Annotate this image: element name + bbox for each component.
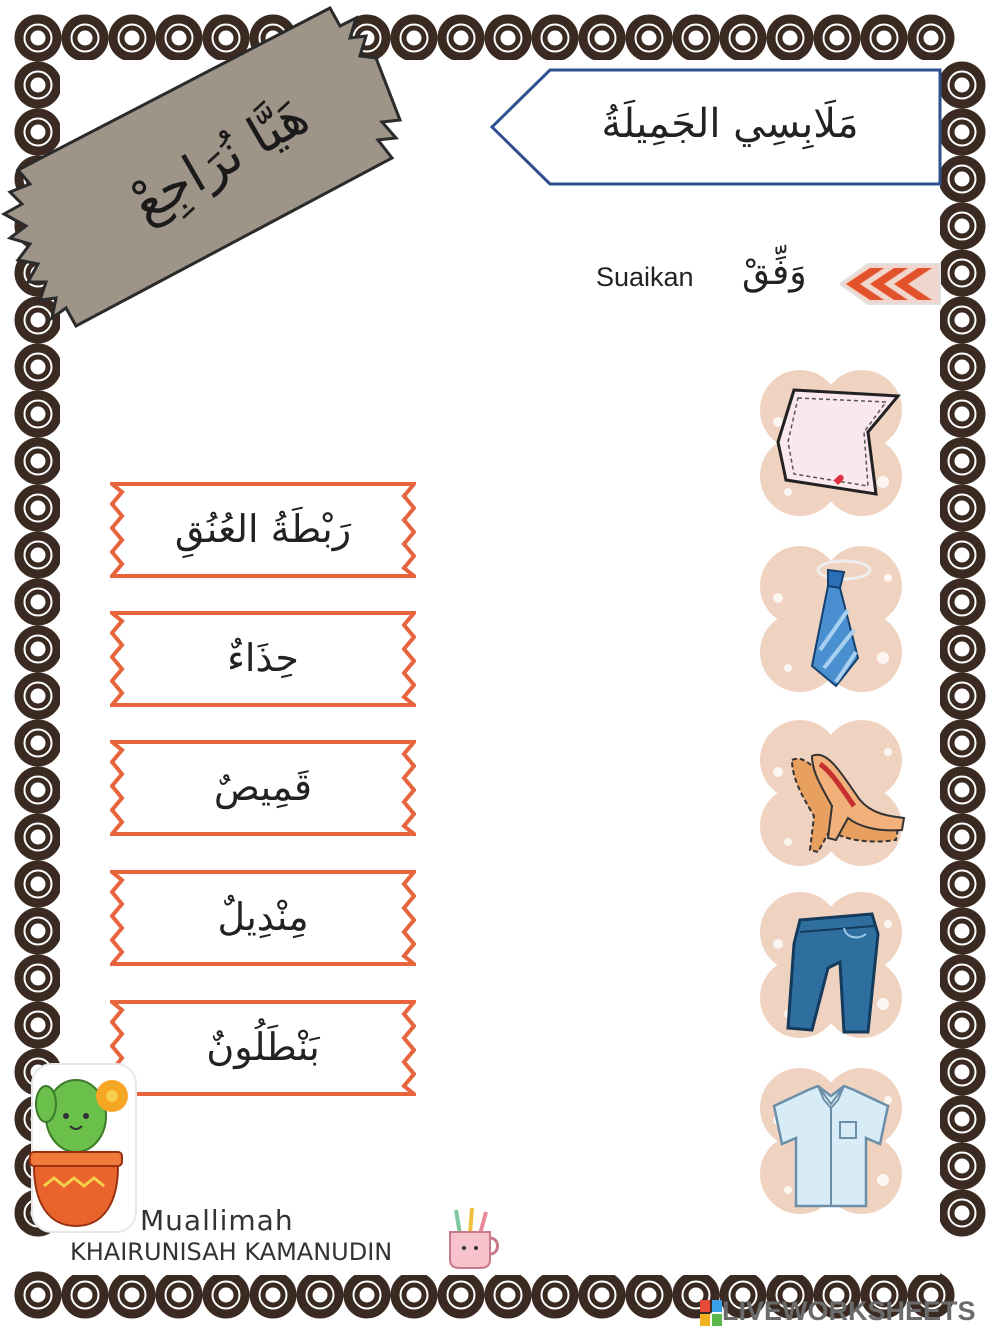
frame-scallop-inner <box>28 545 48 565</box>
frame-scallop-inner <box>592 1285 612 1305</box>
frame-scallop <box>489 1276 527 1314</box>
instruction-arabic: وَفِّقْ <box>742 252 807 293</box>
frame-scallop <box>912 19 950 57</box>
frame-scallop <box>442 19 480 57</box>
frame-scallop <box>943 301 981 339</box>
word-card-shoe[interactable] <box>110 609 416 707</box>
frame-scallop-inner <box>952 921 972 941</box>
frame-scallop-inner <box>28 592 48 612</box>
frame-scallop <box>943 1053 981 1091</box>
frame-scallop <box>113 1276 151 1314</box>
frame-scallop <box>536 1276 574 1314</box>
frame-scallop <box>160 1276 198 1314</box>
frame-scallop-inner <box>952 404 972 424</box>
frame-scallop <box>395 1276 433 1314</box>
frame-scallop <box>630 1276 668 1314</box>
frame-scallop-inner <box>952 310 972 330</box>
frame-scallop <box>677 19 715 57</box>
credit-line-1: Muallimah <box>140 1204 294 1237</box>
frame-scallop-inner <box>952 874 972 894</box>
frame-scallop <box>943 959 981 997</box>
frame-scallop-inner <box>952 827 972 847</box>
frame-scallop <box>19 583 57 621</box>
frame-scallop-inner <box>952 545 972 565</box>
frame-scallop-inner <box>310 1285 330 1305</box>
frame-scallop-inner <box>75 1285 95 1305</box>
frame-scallop-inner <box>28 921 48 941</box>
necktie-picture[interactable] <box>748 538 914 700</box>
frame-scallop <box>943 113 981 151</box>
frame-scallop-inner <box>28 357 48 377</box>
frame-scallop-inner <box>498 28 518 48</box>
frame-scallop <box>943 536 981 574</box>
frame-scallop-inner <box>733 28 753 48</box>
frame-scallop <box>19 912 57 950</box>
frame-scallop <box>943 160 981 198</box>
word-label: قَمِيصٌ <box>213 765 313 809</box>
frame-scallop-inner <box>28 1015 48 1035</box>
word-label: رَبْطَةُ العُنُقِ <box>174 507 352 551</box>
frame-scallop-inner <box>28 686 48 706</box>
frame-scallop <box>19 724 57 762</box>
frame-scallop <box>943 442 981 480</box>
word-label: حِذَاءٌ <box>227 636 299 680</box>
frame-scallop-inner <box>686 28 706 48</box>
frame-scallop <box>19 677 57 715</box>
frame-scallop <box>943 583 981 621</box>
frame-scallop-inner <box>545 1285 565 1305</box>
word-label: مِنْدِيلٌ <box>217 895 309 939</box>
frame-scallop-inner <box>28 827 48 847</box>
frame-scallop-inner <box>28 780 48 800</box>
frame-scallop-inner <box>28 1285 48 1305</box>
frame-scallop-inner <box>921 28 941 48</box>
frame-scallop <box>943 489 981 527</box>
frame-scallop <box>66 1276 104 1314</box>
frame-scallop <box>943 724 981 762</box>
frame-scallop-inner <box>952 1062 972 1082</box>
frame-scallop <box>771 19 809 57</box>
frame-scallop <box>943 912 981 950</box>
frame-scallop-inner <box>263 1285 283 1305</box>
frame-scallop <box>348 1276 386 1314</box>
frame-scallop <box>536 19 574 57</box>
frame-scallop <box>19 348 57 386</box>
frame-scallop <box>583 1276 621 1314</box>
frame-scallop-inner <box>952 639 972 659</box>
frame-scallop-inner <box>952 451 972 471</box>
frame-scallop <box>943 66 981 104</box>
frame-scallop-inner <box>404 1285 424 1305</box>
jeans-picture[interactable] <box>748 884 914 1046</box>
shirt-picture[interactable] <box>748 1060 914 1222</box>
frame-scallop-inner <box>952 498 972 518</box>
frame-scallop-inner <box>451 28 471 48</box>
frame-scallop <box>943 677 981 715</box>
frame-scallop <box>19 442 57 480</box>
frame-scallop <box>19 771 57 809</box>
frame-scallop-inner <box>952 357 972 377</box>
frame-scallop-inner <box>780 28 800 48</box>
frame-scallop-inner <box>357 1285 377 1305</box>
frame-scallop-inner <box>952 1156 972 1176</box>
frame-scallop <box>943 865 981 903</box>
frame-scallop-inner <box>952 75 972 95</box>
frame-scallop <box>724 19 762 57</box>
frame-scallop <box>943 630 981 668</box>
frame-scallop <box>943 254 981 292</box>
frame-scallop-inner <box>952 780 972 800</box>
frame-scallop <box>943 1194 981 1232</box>
frame-scallop-inner <box>28 639 48 659</box>
frame-scallop-inner <box>122 1285 142 1305</box>
liveworksheets-logo-icon <box>700 1300 722 1326</box>
frame-scallop-inner <box>639 1285 659 1305</box>
frame-scallop <box>442 1276 480 1314</box>
frame-scallop <box>19 959 57 997</box>
frame-scallop-inner <box>952 733 972 753</box>
frame-scallop <box>19 536 57 574</box>
frame-scallop-inner <box>952 216 972 236</box>
frame-scallop <box>865 19 903 57</box>
frame-scallop-inner <box>498 1285 518 1305</box>
word-card-shirt[interactable] <box>110 738 416 836</box>
handkerchief-picture[interactable] <box>748 362 914 524</box>
frame-scallop <box>19 1276 57 1314</box>
frame-scallop <box>630 19 668 57</box>
corner-ribbon-text: هَيَّا نُرَاجِعْ <box>121 85 319 235</box>
frame-scallop <box>301 1276 339 1314</box>
frame-scallop-inner <box>639 28 659 48</box>
frame-scallop <box>489 19 527 57</box>
frame-scallop <box>943 395 981 433</box>
frame-scallop-inner <box>952 1109 972 1129</box>
pencil-cup-icon <box>440 1204 502 1270</box>
frame-scallop-inner <box>952 1015 972 1035</box>
frame-scallop-inner <box>28 968 48 988</box>
credit-line-2: KHAIRUNISAH KAMANUDIN <box>70 1238 393 1266</box>
frame-scallop-inner <box>952 263 972 283</box>
chevron-arrows-icon <box>840 256 942 312</box>
frame-scallop-inner <box>592 28 612 48</box>
frame-scallop-inner <box>169 1285 189 1305</box>
frame-scallop-inner <box>451 1285 471 1305</box>
frame-scallop-inner <box>28 404 48 424</box>
frame-scallop <box>19 630 57 668</box>
frame-scallop-inner <box>952 686 972 706</box>
frame-scallop-inner <box>952 169 972 189</box>
frame-scallop <box>943 818 981 856</box>
frame-scallop-inner <box>952 592 972 612</box>
frame-scallop-inner <box>28 733 48 753</box>
frame-scallop-inner <box>874 28 894 48</box>
frame-scallop-inner <box>28 498 48 518</box>
word-card-necktie[interactable] <box>110 480 416 578</box>
frame-scallop-inner <box>216 1285 236 1305</box>
frame-scallop <box>19 1006 57 1044</box>
frame-scallop-inner <box>827 28 847 48</box>
frame-scallop <box>943 771 981 809</box>
word-label: بَنْطَلُونٌ <box>206 1025 320 1069</box>
frame-scallop <box>943 1147 981 1185</box>
frame-scallop-inner <box>545 28 565 48</box>
frame-scallop-inner <box>28 451 48 471</box>
instruction-latin: Suaikan <box>596 262 694 292</box>
frame-scallop <box>583 19 621 57</box>
frame-scallop <box>943 348 981 386</box>
frame-scallop-inner <box>952 122 972 142</box>
frame-scallop <box>19 489 57 527</box>
frame-scallop <box>19 818 57 856</box>
frame-scallop <box>207 1276 245 1314</box>
worksheet-title: مَلَابِسِي الجَمِيلَةُ <box>601 101 859 147</box>
frame-scallop-inner <box>952 968 972 988</box>
frame-scallop <box>254 1276 292 1314</box>
frame-scallop <box>19 865 57 903</box>
word-card-handkerchief[interactable] <box>110 868 416 966</box>
frame-scallop <box>943 1006 981 1044</box>
watermark-text: LIVEWORKSHEETS <box>722 1296 976 1326</box>
frame-scallop <box>943 207 981 245</box>
frame-scallop-inner <box>28 874 48 894</box>
frame-scallop-inner <box>952 1203 972 1223</box>
frame-scallop <box>818 19 856 57</box>
frame-scallop <box>943 1100 981 1138</box>
high-heels-picture[interactable] <box>748 712 914 874</box>
word-card-trousers[interactable] <box>110 998 416 1096</box>
cactus-pot-illustration <box>24 1060 142 1236</box>
frame-scallop <box>19 395 57 433</box>
